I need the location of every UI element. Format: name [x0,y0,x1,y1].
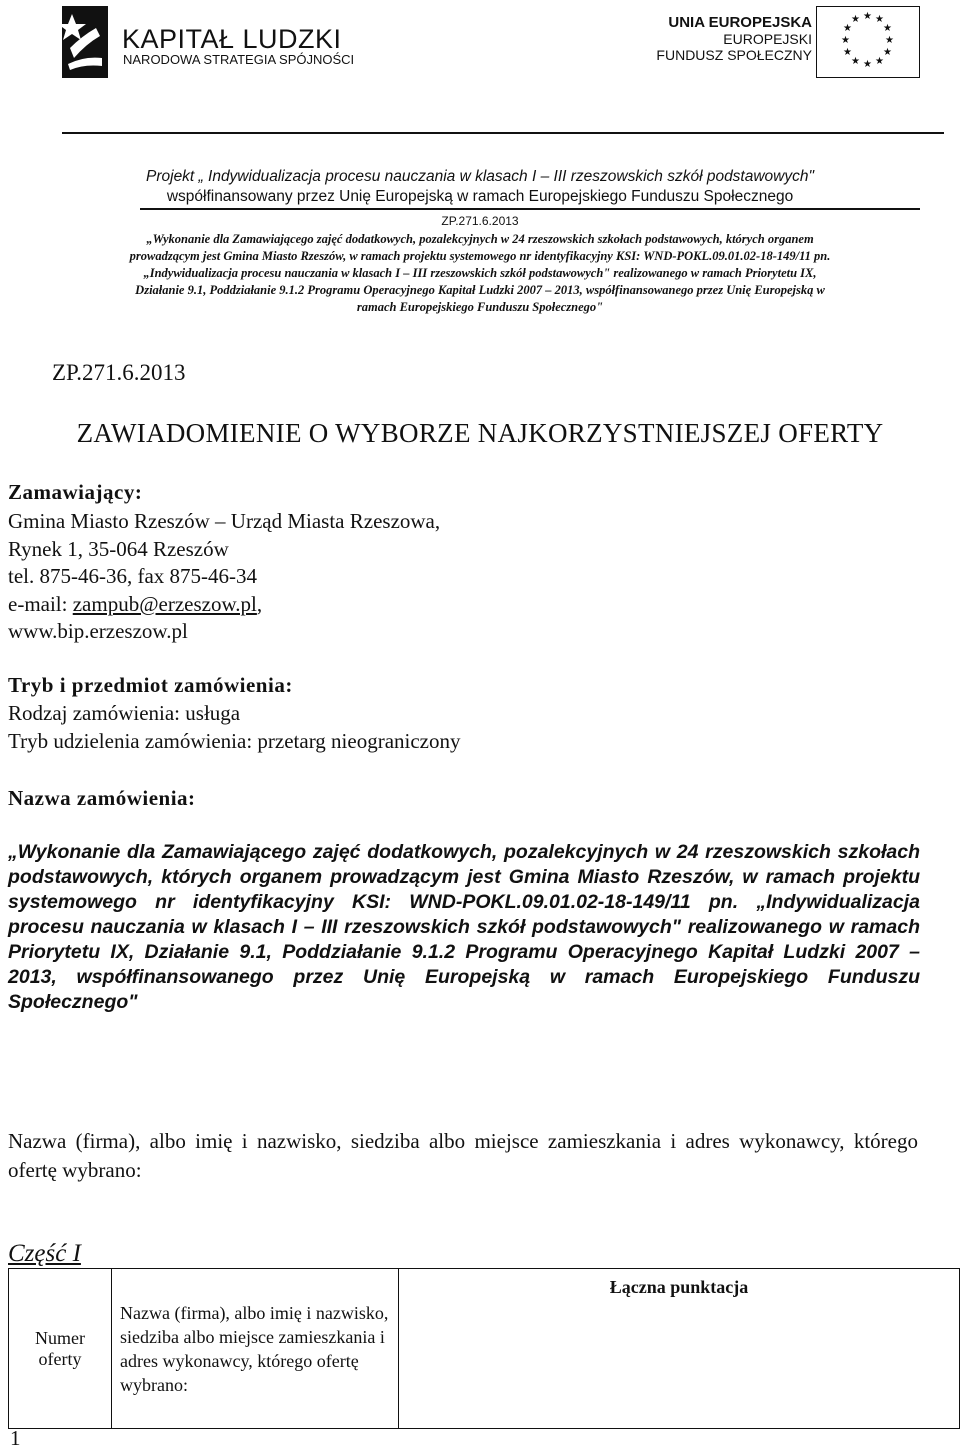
desc-line-2: prowadzącym jest Gmina Miasto Rzeszów, w ramach projektu systemowego nr identyfikacyjny KSI: WND-POKL.09.01.02-18-149/11 pn. [129,249,831,263]
svg-text:★: ★ [841,35,850,46]
col-name-header: Nazwa (firma), albo imię i nazwisko, siedziba albo miejsce zamieszkania i adres wykonawcy, którego ofertę wybrano: [112,1269,399,1429]
svg-text:★: ★ [863,11,872,22]
tryb-line-2: Tryb udzielenia zamówienia: przetarg nieograniczony [8,729,461,753]
logo-subtitle: NARODOWA STRATEGIA SPÓJNOŚCI [123,52,355,67]
svg-text:★: ★ [851,56,860,67]
col-number-header: Numer oferty [9,1269,112,1429]
email-link[interactable]: zampub@erzeszow.pl [72,592,257,616]
www-link[interactable]: www.bip.erzeszow.pl [8,619,188,643]
tryb-line-1: Rodzaj zamówienia: usługa [8,701,241,725]
desc-line-1: „Wykonanie dla Zamawiającego zajęć dodatkowych, pozalekcyjnych w 24 rzeszowskich szkołach podstawowych, których organem [146,232,814,246]
nazwa-heading: Nazwa zamówienia: [8,786,196,810]
eu-line-3: FUNDUSZ SPOŁECZNY [656,47,812,63]
zamawiajacy-line-1: Gmina Miasto Rzeszów – Urząd Miasta Rzeszowa, [8,509,441,533]
email-suffix: , [256,592,263,616]
eu-flag [816,6,920,78]
svg-text:★: ★ [843,23,852,34]
zamawiajacy-line-2: Rynek 1, 35-064 Rzeszów [8,537,229,561]
email-line [8,591,262,618]
desc-line-5: ramach Europejskiego Funduszu Społecznego" [356,300,604,314]
desc-line-4: Działanie 9.1, Poddziałanie 9.1.2 Programu Operacyjnego Kapitał Ludzki 2007 – 2013, współfinansowanego przez Unię Europejską w [135,283,825,297]
eu-line-2: EUROPEJSKI [723,31,812,47]
project-line-2: współfinansowany przez Unię Europejską w ramach Europejskiego Funduszu Społecznego [166,188,794,205]
project-rule [140,208,920,210]
kapital-ludzki-logo-icon [62,6,108,78]
svg-text:★: ★ [863,59,872,70]
col-score-header: Łączna punktacja [399,1269,960,1429]
logo-title: KAPITAŁ LUDZKI [122,24,342,54]
tryb-heading: Tryb i przedmiot zamówienia: [8,673,293,697]
header-rule [62,132,944,134]
eu-stars-icon [817,7,917,75]
zamawiajacy-heading: Zamawiający: [8,480,143,504]
results-table [8,1268,960,1429]
eu-text-block [656,14,812,63]
email-label: e-mail: [8,592,73,616]
svg-text:★: ★ [883,47,892,58]
svg-text:★: ★ [883,23,892,34]
kapital-ludzki-logo [62,6,108,78]
svg-text:★: ★ [875,56,884,67]
table-header-row [9,1269,960,1429]
svg-text:★: ★ [885,35,894,46]
svg-text:★: ★ [875,14,884,25]
desc-line-3: „Indywidualizacja procesu nauczania w klasach I – III rzeszowskich szkół podstawowych" realizowanego w ramach Priorytetu IX, [143,266,817,280]
firma-paragraph: Nazwa (firma), albo imię i nazwisko, siedziba albo miejsce zamieszkania i adres wykonawcy, którego ofertę wybrano: [8,1129,918,1182]
page-number: 1 [10,1426,21,1450]
svg-text:★: ★ [843,47,852,58]
zamawiajacy-line-3: tel. 875-46-36, fax 875-46-34 [8,564,258,588]
nazwa-paragraph: „Wykonanie dla Zamawiającego zajęć dodatkowych, pozalekcyjnych w 24 rzeszowskich szkołach podstawowych, których organem prowadzącym jest Gmina Miasto Rzeszów, w ramach projektu systemowego nr identyfikacyjny KSI: WND-POKL.09.01.02-18-149/11 pn. „Indywidualizacja procesu nauczania w klasach I – III rzeszowskich szkół podstawowych" realizowanego w ramach Priorytetu IX, Działanie 9.1, Poddziałanie 9.1.2 Programu Operacyjnego Kapitał Ludzki 2007 – 2013, współfinansowanego przez Unię Europejską w ramach Europejskiego Funduszu Społecznego" [8,841,920,1013]
svg-text:★: ★ [851,14,860,25]
document-title: ZAWIADOMIENIE O WYBORZE NAJKORZYSTNIEJSZEJ OFERTY [76,418,884,448]
project-line-1: Projekt „ Indywidualizacja procesu nauczania w klasach I – III rzeszowskich szkół podstawowych" [146,168,814,185]
document-reference: ZP.271.6.2013 [52,360,186,385]
eu-line-1: UNIA EUROPEJSKA [668,14,812,31]
part-heading: Część I [8,1240,81,1267]
small-reference: ZP.271.6.2013 [441,214,519,228]
